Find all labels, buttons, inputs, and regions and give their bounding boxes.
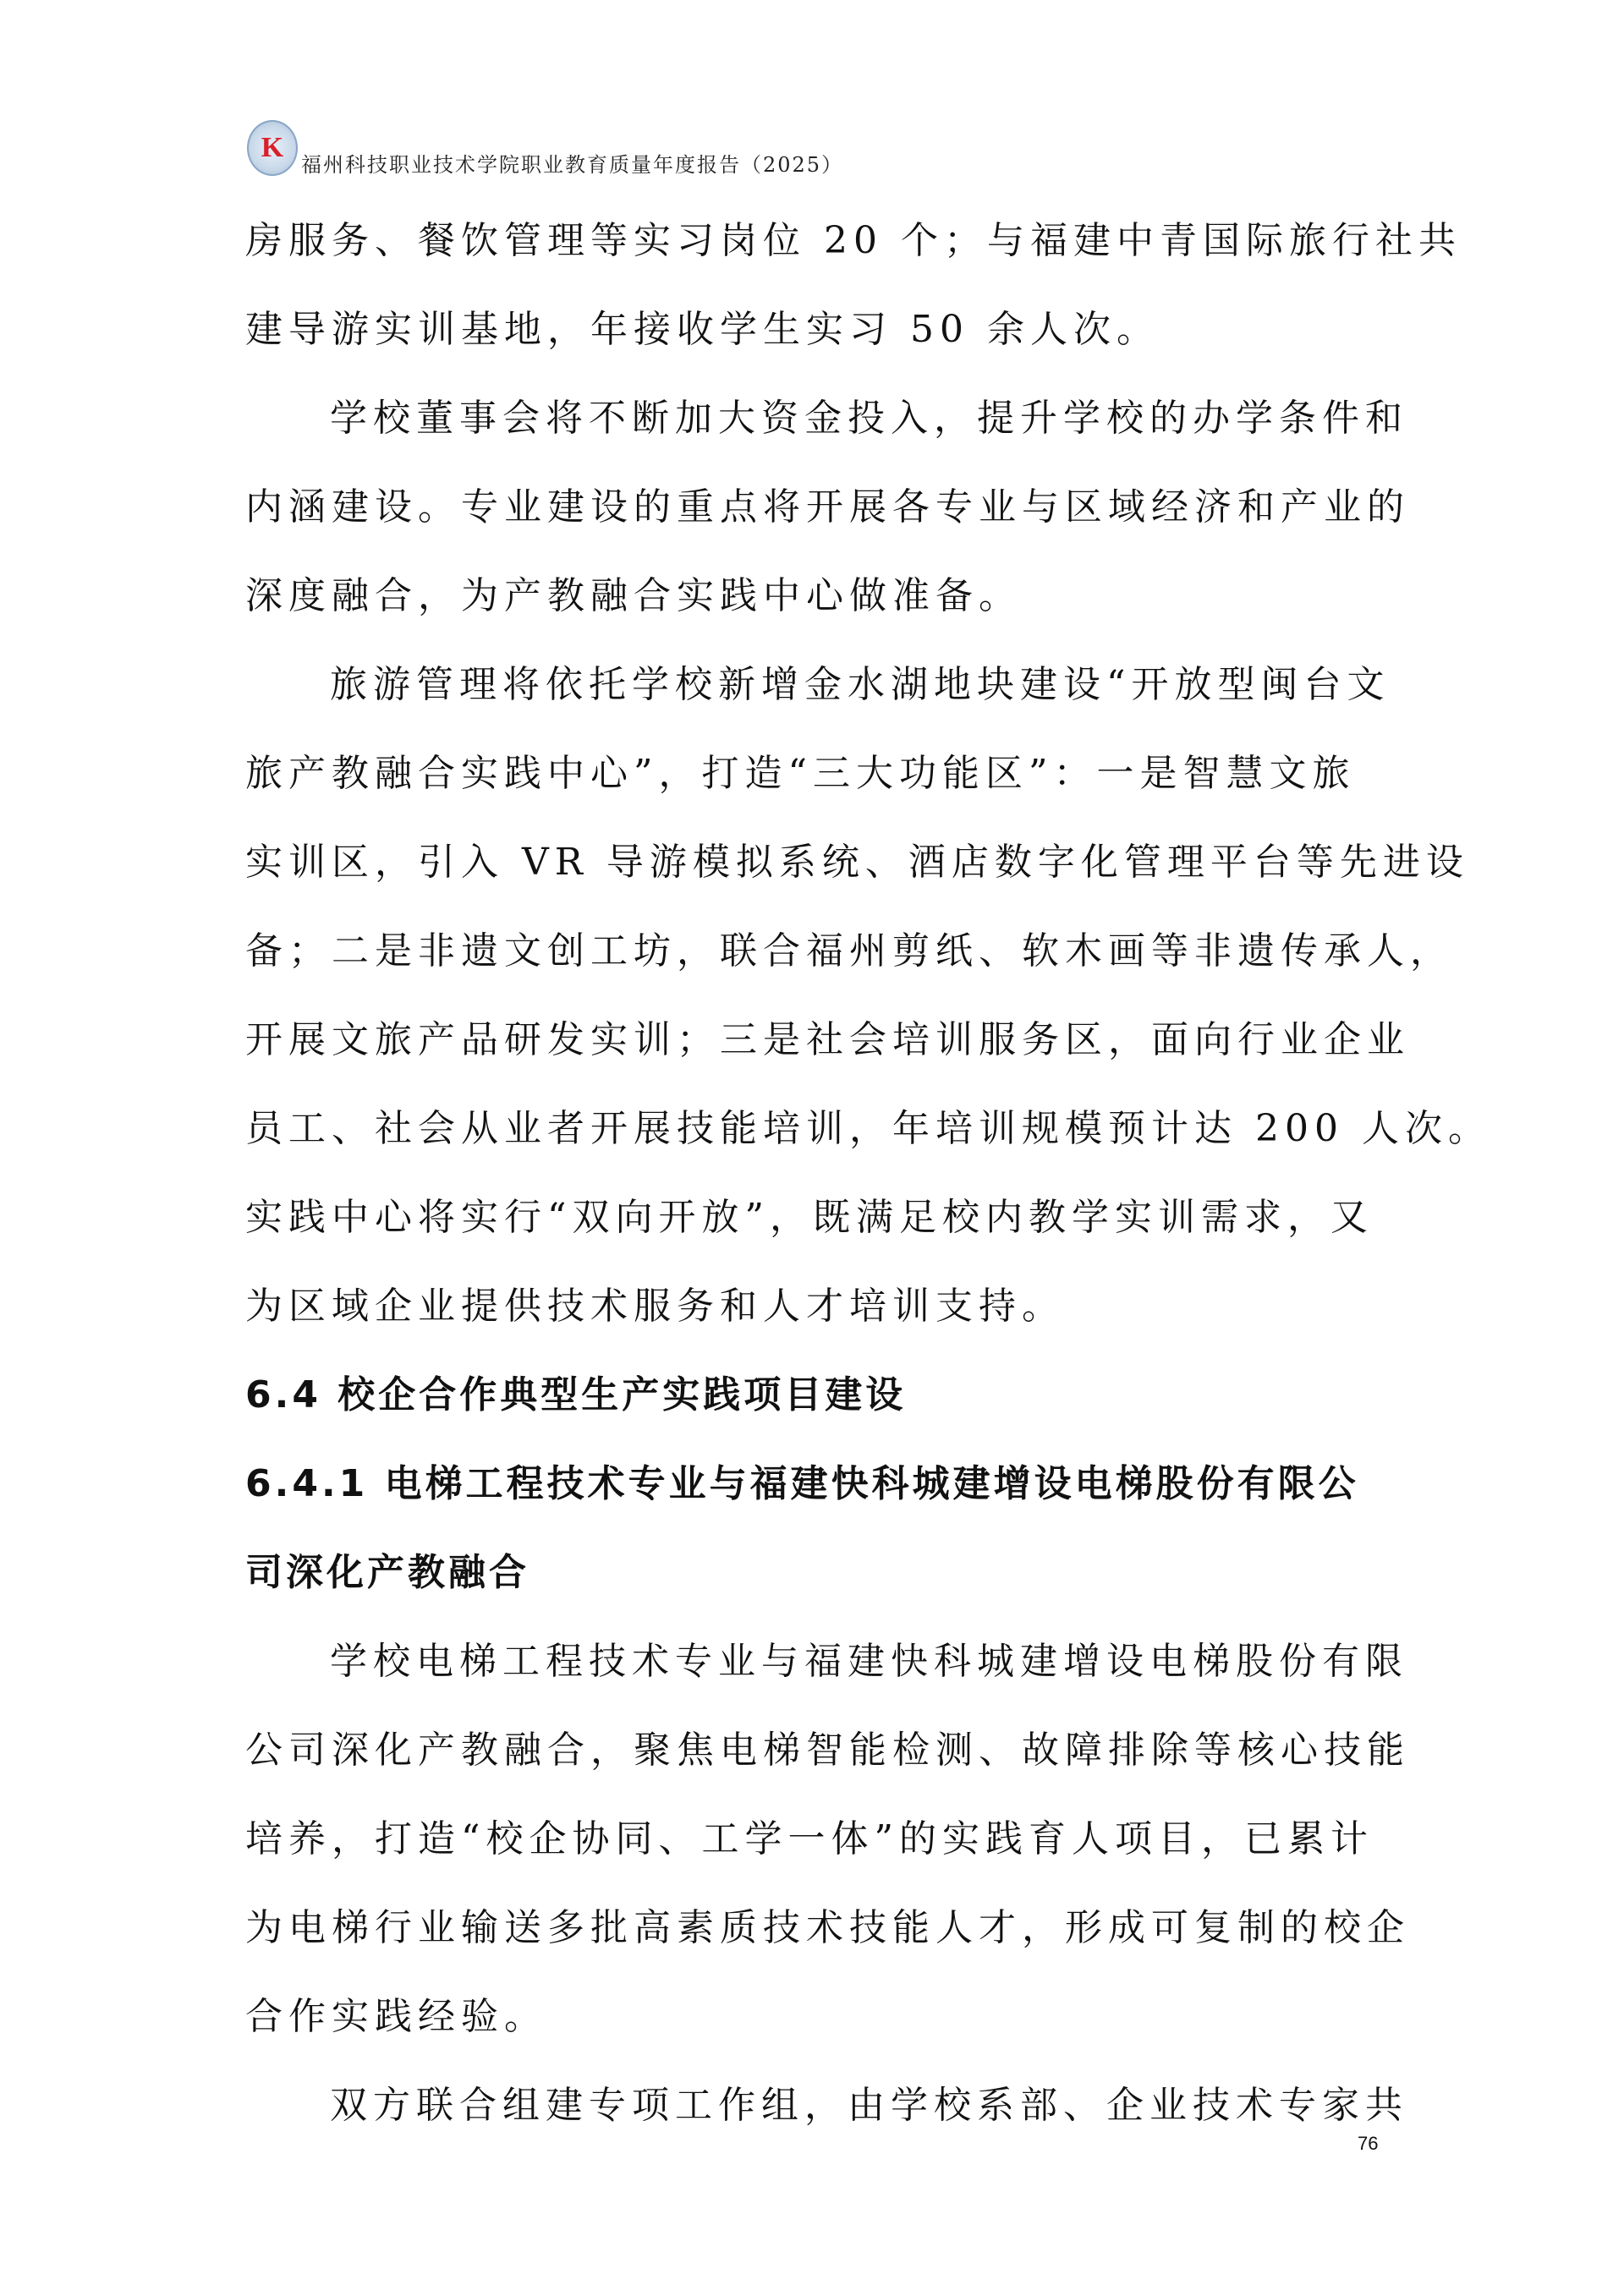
paragraph-line: 为电梯行业输送多批高素质技术技能人才，形成可复制的校企 bbox=[245, 1906, 1410, 1949]
paragraph-line: 备；二是非遗文创工坊，联合福州剪纸、软木画等非遗传承人， bbox=[245, 929, 1453, 973]
section-heading-line: 司深化产教融合 bbox=[245, 1551, 529, 1594]
paragraph-line: 深度融合，为产教融合实践中心做准备。 bbox=[245, 574, 1022, 617]
section-heading-line: 6.4.1 电梯工程技术专业与福建快科城建增设电梯股份有限公 bbox=[245, 1462, 1359, 1505]
paragraph-line: 双方联合组建专项工作组，由学校系部、企业技术专家共 bbox=[330, 2084, 1408, 2127]
page-number: 76 bbox=[1358, 2133, 1379, 2154]
document-body bbox=[245, 211, 1491, 2165]
paragraph-line: 公司深化产教融合，聚焦电梯智能检测、故障排除等核心技能 bbox=[245, 1729, 1410, 1772]
section-heading-line: 6.4 校企合作典型生产实践项目建设 bbox=[245, 1373, 907, 1417]
paragraph-line: 房服务、餐饮管理等实习岗位 20 个；与福建中青国际旅行社共 bbox=[245, 219, 1462, 262]
paragraph-line: 内涵建设。专业建设的重点将开展各专业与区域经济和产业的 bbox=[245, 485, 1410, 529]
paragraph-line: 培养，打造“校企协同、工学一体”的实践育人项目，已累计 bbox=[245, 1817, 1374, 1860]
paragraph-line: 旅产教融合实践中心”，打造“三大功能区”：一是智慧文旅 bbox=[245, 752, 1356, 795]
report-title: 福州科技职业技术学院职业教育质量年度报告（2025） bbox=[301, 153, 844, 177]
school-logo-icon bbox=[247, 120, 298, 176]
paragraph-line: 开展文旅产品研发实训；三是社会培训服务区，面向行业企业 bbox=[245, 1018, 1410, 1061]
paragraph-line: 实训区，引入 VR 导游模拟系统、酒店数字化管理平台等先进设 bbox=[245, 841, 1469, 884]
paragraph-line: 学校董事会将不断加大资金投入，提升学校的办学条件和 bbox=[330, 397, 1408, 440]
paragraph-line: 合作实践经验。 bbox=[245, 1995, 547, 2038]
page-header bbox=[247, 120, 843, 179]
paragraph-line: 实践中心将实行“双向开放”，既满足校内教学实训需求，又 bbox=[245, 1196, 1374, 1239]
paragraph-line: 旅游管理将依托学校新增金水湖地块建设“开放型闽台文 bbox=[330, 663, 1391, 706]
paragraph-line: 建导游实训基地，年接收学生实习 50 余人次。 bbox=[245, 308, 1160, 351]
logo-letter: K bbox=[261, 132, 284, 163]
paragraph-line: 员工、社会从业者开展技能培训，年培训规模预计达 200 人次。 bbox=[245, 1107, 1491, 1150]
paragraph-line: 为区域企业提供技术服务和人才培训支持。 bbox=[245, 1285, 1065, 1328]
paragraph-line: 学校电梯工程技术专业与福建快科城建增设电梯股份有限 bbox=[330, 1640, 1408, 1683]
